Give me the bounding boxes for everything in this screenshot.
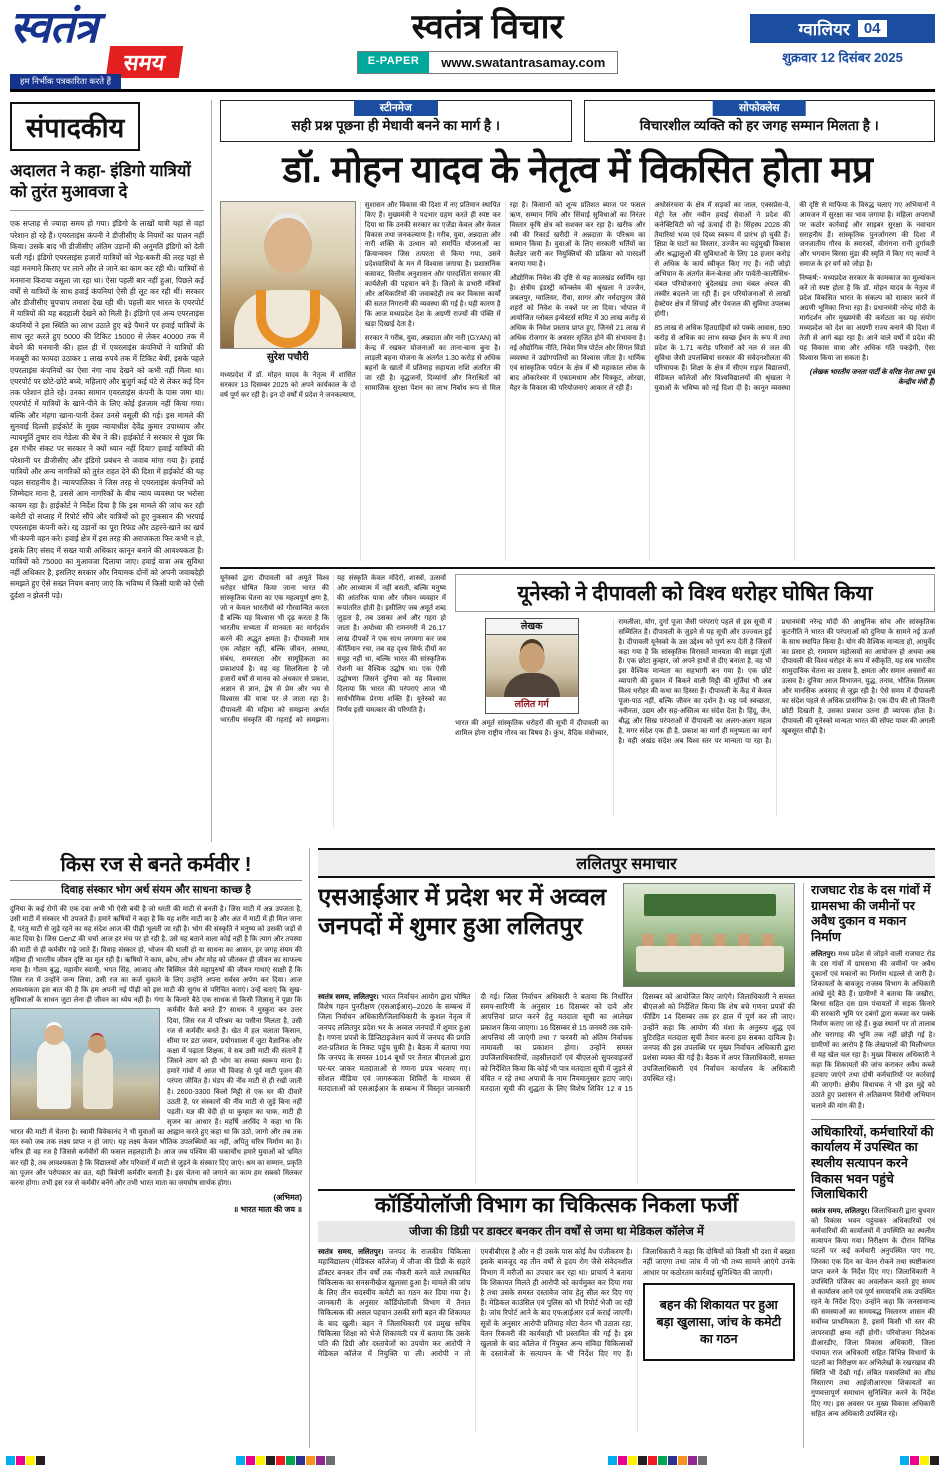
lead-paragraph: निष्कर्ष:- मध्यप्रदेश सरकार के कामकाज का मूल्यांकन करें तो स्पष्ट होता है कि डॉ. मोहन यादव के नेतृत्व में प्रदेश विकसित भारत के संकल्प को साकार करने में अग्रणी भूमिका निभा रहा है। प्रधानमंत्री नरेन्द्र मोदी के मार्गदर्शन और मुख्यमंत्री की कर्मठता का यह संयोग मध्यप्रदेश को देश का अग्रणी राज्य बनाने की दिशा में तेजी से आगे बढ़ा रहा है। आने वाले वर्षों में प्रदेश की यह विकास यात्रा और अधिक गति पकड़ेगी, ऐसा विश्वास किया जा सकता है।	[799, 275, 935, 362]
color-swatch	[26, 1456, 35, 1465]
quote-box	[220, 100, 572, 142]
color-swatch	[326, 1456, 335, 1465]
cardio-article	[318, 1189, 795, 1433]
logo-text-bottom: समय	[106, 46, 183, 78]
color-swatch	[658, 1456, 667, 1465]
edition-bar	[750, 14, 935, 43]
lead-article-body	[220, 201, 935, 561]
sir-body	[318, 992, 795, 1184]
lalitpur-main-column	[318, 883, 795, 1448]
lalitpur-section-title: ललितपुर समाचार	[318, 848, 935, 878]
karmveer-sign-line1: (अभिमत)	[273, 1192, 302, 1202]
quote-text: विचारशील व्यक्ति को हर जगह सम्मान मिलता है ।	[639, 118, 879, 133]
karmveer-photo	[10, 1008, 160, 1120]
print-registration-marks	[608, 1456, 707, 1465]
color-swatch	[36, 1456, 45, 1465]
unesco-body	[455, 618, 935, 816]
sir-article-top	[318, 883, 795, 987]
sidebar-article-headline: राजघाट रोड के दस गांवों में ग्रामसभा की जमीनों पर अवैध दुकान व मकान निर्माण	[811, 883, 931, 944]
sir-meeting-photo	[623, 883, 795, 987]
cardio-body-text: जनपद के राजकीय चिकित्सा महाविद्यालय (मेडिकल कॉलेज) में जीजा की डिग्री के सहारे डॉक्टर बनकर तीन वर्षों तक नौकरी करने वाले तथाकथित चिकित्सक का सनसनीखेज खुलासा हुआ है। मामले की जांच के लिए तीन सदस्यीय कमेटी का गठन कर दिया गया है। जानकारी के अनुसार कॉर्डियोलॉजी विभाग में तैनात चिकित्सक की असल पहचान उसकी सगी बहन की शिकायत के बाद खुली। बहन ने जिलाधिकारी एवं प्रमुख सचिव चिकित्सा शिक्षा को भेजे शिकायती पत्र में बताया कि उसके पति की डिग्री और दस्तावेजों का उपयोग कर आरोपी ने मेडिकल कॉलेज में नियुक्ति पा ली। आरोपी न तो एमबीबीएस है और न ही उसके पास कोई वैध पंजीकरण है। इसके बावजूद वह तीन वर्षों से हृदय रोग जैसे संवेदनशील विभाग में मरीजों का उपचार कर रहा था। प्राचार्य ने बताया कि शिकायत मिलते ही आरोपी को कार्यमुक्त कर दिया गया है तथा उसके समस्त दस्तावेज जांच हेतु सील कर दिए गए हैं। मेडिकल काउंसिल एवं पुलिस को भी रिपोर्ट भेजी जा रही है। जांच रिपोर्ट आने के बाद एफआईआर दर्ज कराई जाएगी। सूत्रों के अनुसार आरोपी प्रतिमाह मोटा वेतन भी उठाता रहा, वेतन रिकवरी की कार्यवाही भी प्रस्तावित की गई है। इस खुलासे के बाद कॉलेज में नियुक्त अन्य संविदा चिकित्सकों के दस्तावेजों के सत्यापन के भी निर्देश दिए गए हैं। जिलाधिकारी ने कहा कि दोषियों को किसी भी दशा में बख्शा नहीं जाएगा तथा जांच में जो भी तथ्य सामने आएंगे उनके आधार पर कठोरतम कार्रवाई सुनिश्चित की जाएगी।	[318, 1247, 795, 1359]
color-swatch	[688, 1456, 697, 1465]
color-swatch	[920, 1456, 929, 1465]
sidebar-article-dateline: ललितपुर।	[811, 950, 836, 958]
cardio-dateline: स्वतंत्र समय, ललितपुर।	[318, 1247, 384, 1257]
color-swatch	[900, 1456, 909, 1465]
sidebar-article-text: जिलाधिकारी द्वारा बुधवार को विकास भवन पहुंचकर अधिकारियों एवं कर्मचारियों की कार्यालयों में उपस्थिति का स्थलीय सत्यापन किया गया। निरीक्षण के दौरान विभिन्न पटलों पर कई कर्मचारी अनुपस्थित पाए गए, जिनका एक दिन का वेतन रोकने तथा स्पष्टीकरण प्राप्त करने के निर्देश दिए गए। जिलाधिकारी ने उपस्थिति पंजिका का अवलोकन करते हुए समय से कार्यालय आने एवं पूर्ण समयावधि तक उपस्थित रहने के निर्देश दिए। उन्होंने कहा कि जनसामान्य की समस्याओं का समयबद्ध निस्तारण शासन की सर्वोच्च प्राथमिकता है, इसमें किसी भी स्तर की लापरवाही क्षम्य नहीं होगी। परियोजना निदेशक डीआरडीए, जिला विकास अधिकारी, जिला पंचायत राज अधिकारी सहित विभिन्न विभागों के पटलों का निरीक्षण कर अभिलेखों के रखरखाव की स्थिति भी देखी गई। लंबित पत्रावलियों का शीघ्र निस्तारण तथा आईजीआरएस शिकायतों का गुणवत्तापूर्ण समाधान सुनिश्चित करने के निर्देश दिए गए। इस अवसर पर मुख्य विकास अधिकारी सहित अन्य अधिकारी उपस्थित रहे।	[811, 1207, 935, 1418]
cardio-headline: कॉर्डियोलॉजी विभाग का चिकित्सक निकला फर्जी	[374, 1194, 739, 1217]
editorial-column	[10, 100, 212, 842]
author-label: लेखक	[486, 619, 578, 635]
karmveer-headline: किस रज से बनते कर्मवीर !	[60, 854, 252, 876]
color-swatch	[276, 1456, 285, 1465]
karmveer-signature	[10, 1192, 302, 1215]
sidebar-article-rajghat	[811, 883, 935, 1112]
karmveer-sign-line2: ॥ भारत माता की जय ॥	[233, 1204, 302, 1214]
print-registration-marks	[6, 1456, 45, 1465]
lead-paragraph: सरकार ने गरीब, युवा, अन्नदाता और नारी (GYAN) को केन्द्र में रखकर योजनाओं का ताना-बाना बुना है। लाड़ली बहना योजना के अंतर्गत 1.30 करोड़ से अधिक बहनों के खातों में प्रतिमाह सहायता राशि अंतरित की जा रही है। वृद्धजनों, दिव्यांगों और निराश्रितों को सामाजिक सुरक्षा पेंशन का लाभ निर्बाध रूप से मिल रहा है। किसानों को शून्य प्रतिशत ब्याज पर फसल ऋण, सम्मान निधि और सिंचाई सुविधाओं का निरंतर विस्तार कृषि क्षेत्र को सशक्त कर रहा है। खरीफ और रबी की रिकार्ड खरीदी ने अन्नदाता के परिश्रम का सम्मान किया है। युवाओं के लिए सरकारी भर्तियों का कैलेंडर जारी कर नियुक्तियों की प्रक्रिया को पारदर्शी बनाया गया है।	[364, 201, 646, 392]
quote-text: सही प्रश्न पूछना ही मेधावी बनने का मार्ग है ।	[291, 118, 500, 133]
color-swatch	[698, 1456, 707, 1465]
divider	[811, 1119, 935, 1120]
unesco-body-text: भारत की अमूर्त सांस्कृतिक धरोहरों की सूची में दीपावली का शामिल होना राष्ट्रीय गौरव का विषय है। कुंभ, वैदिक मंत्रोच्चार, रामलीला, योग, दुर्गा पूजा जैसी परंपराएं पहले से इस सूची में सम्मिलित हैं। दीपावली के जुड़ने से यह सूची और उज्ज्वल हुई है। दीपावली यूनेस्को के उस उद्देश्य को पूर्ण रूप देती है जिसमें कहा गया है कि सांस्कृतिक विरासतें मानवता की साझा पूंजी हैं। एक छोटा कुम्हार, जो अपने हाथों से दीए बनाता है, वह भी इस वैश्विक मान्यता का सहभागी बन गया है। एक छोटे व्यापारी की दुकान में बिकने वाली मिट्टी की मूर्तियां भी अब विश्व धरोहर की कथा का हिस्सा हैं। दीपावली के केंद्र में केवल पूजा-पाठ नहीं, बल्कि जीवन का दर्शन है। यह पर्व स्वच्छता, नवीनता, उद्यम और सह-अस्तित्व का संदेश देता है। हिंदू, जैन, बौद्ध और सिख परंपराओं में दीपावली का अलग-अलग महत्व है, मगर संदेश एक ही है, प्रकाश का मार्ग ही मनुष्यता का मार्ग है। यही अखंड संदेश अब विश्व स्तर पर मान्यता पा रहा है। प्रधानमंत्री नरेन्द्र मोदी की आधुनिक सोच और सांस्कृतिक कूटनीति ने भारत की परंपराओं को दुनिया के सामने नई ऊर्जा के साथ स्थापित किया है। योग की वैश्विक मान्यता हो, आयुर्वेद का प्रसार हो, रामायण महोत्सवों का आयोजन हो अथवा अब दीपावली की विश्व धरोहर के रूप में स्वीकृति, यह सब भारतीय सामुदायिक चेतना का उत्सव है, क्षमता और समान अवसरों का उत्सव है। दुनिया आज विभाजन, युद्ध, तनाव, भौतिक तिलस्म और मानसिक अवसाद से जूझ रही है। ऐसे समय में दीपावली का संदेश पहले से अधिक प्रासंगिक है। एक दीप की लौ जितनी छोटी दिखती है, उसका प्रकाश उतना ही व्यापक होता है। दीपावली की यूनेस्को मान्यता भारत की सॉफ्ट पावर की अगली खूबसूरत सीढ़ी है।	[455, 618, 935, 745]
sidebar-article-dateline: स्वतंत्र समय, ललितपुर।	[811, 1207, 870, 1215]
lalitpur-sidebar	[803, 883, 935, 1448]
author-name: ललित गर्ग	[514, 699, 549, 711]
lead-paragraph: 85 लाख से अधिक हितग्राहियों को पक्के आवास, 690 करोड़ से अधिक का लाभ स्वच्छ ईंधन के रूप में तथा प्रदेश के 1.71 करोड़ परिवारों को नल से जल की सुविधा जैसी उपलब्धियां सरकार की संवेदनशीलता की परिचायक हैं। शिक्षा के क्षेत्र में सीएम राइज विद्यालयों, मेडिकल कॉलेजों और विश्वविद्यालयों की श्रृंखला ने युवाओं के भविष्य को नई दिशा दी है। कानून व्यवस्था की दृष्टि से माफिया के विरुद्ध चलाए गए अभियानों ने आमजन में सुरक्षा का भाव जगाया है। महिला अपराधों पर कठोर कार्रवाई और साइबर सुरक्षा के नवाचार सराहनीय हैं। सांस्कृतिक पुनर्जागरण की दिशा में जनजातीय गौरव के स्मारकों, वीरांगना रानी दुर्गावती और भगवान बिरसा मुंडा की स्मृति में किए गए कार्यों ने समाज के हर वर्ग को जोड़ा है।	[654, 201, 935, 392]
edition-date: शुक्रवार 12 दिसंबर 2025	[782, 50, 903, 65]
sir-dateline: स्वतंत्र समय, ललितपुर।	[318, 992, 379, 1001]
photo-placeholder	[83, 1047, 113, 1109]
lead-headline: डॉ. मोहन यादव के नेतृत्व में विकसित होता मप्र	[282, 149, 873, 190]
lalitpur-section	[318, 848, 935, 1448]
website-url[interactable]: www.swatantrasamay.com	[441, 54, 606, 70]
upper-section	[10, 100, 935, 842]
sidebar-article-headline: अधिकारियों, कर्मचारियों की कार्यालय में उपस्थित का स्थलीय सत्यापन करने विकास भवन पहुंचे जिलाधिकारी	[811, 1124, 934, 1202]
site-strip	[357, 51, 619, 74]
quotes-row	[220, 100, 935, 142]
sidebar-article-body	[811, 1207, 935, 1420]
print-registration-marks	[900, 1456, 939, 1465]
sir-body-text: भारत निर्वाचन आयोग द्वारा घोषित विशेष गहन पुनरीक्षण (एसआईआर)–2026 के सम्बन्ध में जिला निर्वाचन अधिकारी/जिलाधिकारी के कुशल नेतृत्व में जनपद ललितपुर प्रदेश भर के अव्वल जनपदों में शुमार हुआ है। गणना प्रपत्रों के डिजिटाइजेशन कार्य में जनपद की प्रगति शत-प्रतिशत के निकट पहुंच चुकी है। बैठक में बताया गया कि जनपद के समस्त 1014 बूथों पर तैनात बीएलओ द्वारा घर-घर जाकर मतदाताओं से गणना प्रपत्र भरवाए गए। सोशल मीडिया एवं जागरूकता शिविरों के माध्यम से मतदाताओं को एसआईआर के सम्बन्ध में विस्तृत जानकारी दी गई। जिला निर्वाचन अधिकारी ने बताया कि निर्धारित समय-सारिणी के अनुसार 16 दिसम्बर को दावे और आपत्तियां प्राप्त करने हेतु मतदाता सूची का आलेख्य प्रकाशन किया जाएगा। 16 दिसम्बर से 15 जनवरी तक दावे-आपत्तियां ली जाएंगी तथा 7 फरवरी को अंतिम निर्वाचक नामावली का प्रकाशन होगा। उन्होंने समस्त उपजिलाधिकारियों, तहसीलदारों एवं बीएलओ सुपरवाइजरों को निर्देशित किया कि कोई भी पात्र मतदाता सूची में जुड़ने से वंचित न रहे तथा अपात्रों के नाम नियमानुसार हटाए जाएं। मतदाता सूची की शुद्धता के लिए विशेष शिविर 12 व 15 दिसम्बर को आयोजित किए जाएंगे। जिलाधिकारी ने समस्त बीएलओ को निर्देशित किया कि शेष बचे गणना प्रपत्रों की फीडिंग 14 दिसम्बर तक हर हाल में पूर्ण कर ली जाए। उन्होंने कहा कि आयोग की मंशा के अनुरूप शुद्ध एवं त्रुटिरहित मतदाता सूची तैयार करना हम सबका दायित्व है। जनपद की इस उपलब्धि पर मुख्य निर्वाचन अधिकारी द्वारा प्रशंसा व्यक्त की गई है। बैठक में अपर जिलाधिकारी, समस्त उपजिलाधिकारी एवं निर्वाचन कार्यालय के अधिकारी उपस्थित रहे।	[318, 992, 795, 1093]
color-swatch	[910, 1456, 919, 1465]
color-swatch	[306, 1456, 315, 1465]
color-swatch	[236, 1456, 245, 1465]
color-swatch	[930, 1456, 939, 1465]
main-region	[220, 100, 935, 842]
editorial-body: एक सप्ताह से ज्यादा समय हो गया। इंडिगो के लाखों यात्री यहां से वहां परेशान हो रहे हैं। एयरलाइंस कंपनी ने डीजीसीए के नियमों का पालन नहीं किया। उसके बाद भी डीजीसीए अंतिम उड़ानों की अनुमति इंडिगो को देती चली गई। इंडिगो एयरलाइंस हजारों यात्रियों को भेड़-बकरी की तरह यहां से वहां मनमाने किराए पर लाने और ले जाने का काम कर रही थी। यात्रियों से मनमाना किराया वसूला जा रहा था। ऐसा पहली बार नहीं हुआ, पिछले कई वर्षों से यात्रियों के साथ हवाई कंपनियां ऐसी ही लूट कर रही थीं। सरकार और डीजीसीए चुपचाप तमाशा देख रही थी। पहली बार भारत के एयरपोर्ट में यात्रियों की यह बदहाली देखने को मिली है। इंडिगो एवं अन्य एयरलाइंस कंपनियों ने इस स्थिति का लाभ उठाते हुए बड़े पैमाने पर हवाई यात्रियों के साथ लूट करते हुए 5000 की टिकिट 15000 से लेकर 40000 तक में बेचने की मनमानी की। हाल ही में एयरलाइंस कंपनियों ने यात्रियों की मजबूरी का फायदा उठाकर 1 लाख रुपये तक में टिकिट बेचीं, इसके पहले एयरलाइंस कंपनियों का ऐसा नंगा नाच देखने को कभी नहीं मिला था। एयरपोर्ट पर छोटे-छोटे बच्चे, महिलाएं और बुजुर्ग कई घंटे से लेकर कई दिन तक परेशान होते रहे। उनका सामान एयरलाइंस कंपनी के पास जमा था। एयरपोर्ट में यात्रियों के खाने-पीने के लिए कोई इंतजाम नहीं किया गया। बल्कि और मंहगा खाना-पानी देकर उनसे वसूली की गई। इस मामले की सुनवाई दिल्ली हाईकोर्ट के मुख्य न्यायाधीश देवेंद्र कुमार उपाध्याय और न्यायमूर्ति तुषार राव गेडेला की बेंच ने की। हाईकोर्ट ने सरकार से पूछा कि इस गंभीर संकट पर सरकार ने क्यों ध्यान नहीं दिया? हवाई यात्रियों की परेशानी पर डीजीसीए और इंडिगो प्रबंधन से जवाब मांगा गया है। हवाई यात्रियों और अन्य नागरिकों को तुरंत राहत देने की दिशा में हाईकोर्ट की यह पहल सराहनीय है। न्यायपालिका ने जिस तरह से एयरलाइंस कंपनियों को जिम्मेदार माना है, उससे आम नागरिकों के बीच न्याय व्यवस्था पर भरोसा कायम रहा है। हाईकोर्ट ने निर्देश दिया है कि इस मामले की जांच कर रही कमेटी दो सप्ताह में रिपोर्ट सौंपे और यात्रियों को हुए नुकसान की भरपाई एयरलाइंस कंपनी करे। रद्द उड़ानों का पूरा रिफंड और ठहरने-खाने का खर्च भी कंपनी वहन करे। हवाई क्षेत्र में इस तरह की अराजकता फिर कभी न हो, इसके लिए संसद में सख्त यात्री अधिकार कानून बनाने की आवश्यकता है। यात्रियों को 75000 का मुआवजा दिलाया जाए। हवाई यात्रा अब सुविधा नहीं अधिकार है, इसलिए सरकार और नियामक दोनों को अपनी जवाबदेही समझते हुए ऐसे सख्त नियम बनाए जाएं कि भविष्य में किसी यात्री को ऐसी दुर्दशा न झेलनी पड़े।	[10, 219, 204, 600]
editorial-headline: अदालत ने कहा- इंडिगो यात्रियों को तुरंत मुआवजा दे	[10, 161, 204, 211]
color-swatch	[296, 1456, 305, 1465]
cardio-body	[318, 1247, 795, 1433]
color-swatch	[648, 1456, 657, 1465]
author-photo	[486, 635, 578, 697]
color-swatch	[246, 1456, 255, 1465]
cardio-subheadline: जीजा की डिग्री पर डाक्टर बनकर तीन वर्षों से जमा था मेडिकल कॉलेज में	[318, 1221, 795, 1242]
lower-section	[10, 848, 935, 1448]
color-swatch	[316, 1456, 325, 1465]
sidebar-article-dm-inspection	[811, 1125, 935, 1420]
photo-placeholder	[37, 1039, 71, 1109]
page-number: 04	[858, 20, 887, 37]
color-swatch	[608, 1456, 617, 1465]
lalitpur-grid	[318, 883, 935, 1448]
color-swatch	[286, 1456, 295, 1465]
karmveer-subheadline: दिवाह संस्कार भोग अर्थ संयम और साधना काच्छ है	[10, 880, 302, 900]
lead-paragraph: औद्योगिक निवेश की दृष्टि से यह कालखंड स्वर्णिम रहा है। क्षेत्रीय इंडस्ट्री कॉन्क्लेव की श्रृंखला ने उज्जैन, जबलपुर, ग्वालियर, रीवा, सागर और नर्मदापुरम जैसे शहरों को निवेश के नक्शे पर ला दिया। भोपाल में आयोजित ग्लोबल इन्वेस्टर्स समिट में 30 लाख करोड़ से अधिक के निवेश प्रस्ताव प्राप्त हुए, जिनसे 21 लाख से अधिक रोजगार के अवसर सृजित होने की संभावना है। नई औद्योगिक नीति, निवेश मित्र पोर्टल और सिंगल विंडो व्यवस्था ने उद्योगपतियों का विश्वास जीता है। धार्मिक एवं सांस्कृतिक पर्यटन के क्षेत्र में श्री महाकाल लोक के बाद ओंकारेश्वर में एकात्मधाम और चित्रकूट, ओरछा, मैहर के विकास की परियोजनाएं आकार ले रही हैं।	[509, 275, 646, 392]
photo-placeholder	[636, 946, 784, 972]
quote-author: सोफोक्लेस	[713, 100, 806, 116]
photo-placeholder	[504, 673, 560, 697]
editorial-section-title: संपादकीय	[10, 102, 140, 151]
color-swatch	[6, 1456, 15, 1465]
masthead	[10, 3, 935, 92]
photo-placeholder	[644, 894, 776, 916]
color-swatch	[668, 1456, 677, 1465]
quote-box	[584, 100, 936, 142]
unesco-right	[455, 574, 935, 829]
lead-author-photo	[220, 201, 356, 349]
karmveer-article	[10, 848, 310, 1448]
color-swatch	[256, 1456, 265, 1465]
photo-placeholder	[519, 643, 545, 673]
color-swatch	[266, 1456, 275, 1465]
sidebar-article-text: मध्य प्रदेश से जोड़ने वाली राजघाट रोड के दस गांवों में ग्रामसभा की जमीनों पर अवैध दुकानों एवं मकानों का निर्माण धड़ल्ले से जारी है। शिकायतों के बावजूद राजस्व विभाग के अधिकारी आंखें मूंदे बैठे हैं। ग्रामीणों ने बताया कि जखौरा, बिरधा सहित दस ग्राम पंचायतों में सड़क किनारे की सरकारी भूमि पर दबंगों द्वारा कब्जा कर पक्के निर्माण कराए जा रहे हैं। कुछ स्थानों पर तो तालाब और चरागाह की भूमि तक नहीं छोड़ी गई है। ग्रामीणों का आरोप है कि लेखपालों की मिलीभगत से यह खेल चल रहा है। मुख्य विकास अधिकारी ने कहा कि शिकायतों की जांच कराकर अवैध कब्जे हटवाए जाएंगे तथा दोषी कर्मचारियों पर कार्रवाई की जाएगी। क्षेत्रीय विधायक ने भी इस मुद्दे को उठाते हुए प्रशासन से अतिक्रमण विरोधी अभियान चलाने की मांग की है।	[811, 950, 935, 1110]
sir-headline: एसआईआर में प्रदेश भर में अव्वल जनपदों में शुमार हुआ ललितपुर	[318, 884, 607, 941]
color-swatch	[618, 1456, 627, 1465]
color-swatch	[678, 1456, 687, 1465]
quote-author: स्टीनमेज	[354, 100, 438, 116]
color-swatch	[16, 1456, 25, 1465]
lead-attribution: (लेखक भारतीय जनता पार्टी के वरिष्ठ नेता तथा पूर्व केन्द्रीय मंत्री हैं)	[809, 368, 935, 386]
lead-paragraph: मध्यप्रदेश में डॉ. मोहन यादव के नेतृत्व में शासित सरकार 13 दिसम्बर 2025 को अपने कार्यकाल के दो वर्ष पूर्ण कर रही है। इन दो वर्षों में प्रदेश ने जनकल्याण, सुशासन और विकास की दिशा में नए प्रतिमान स्थापित किए हैं। मुख्यमंत्री ने पदभार ग्रहण करते ही स्पष्ट कर दिया था कि उनकी सरकार का एजेंडा केवल और केवल विकास तथा जनकल्याण है। गरीब, युवा, अन्नदाता और नारी शक्ति के उत्थान को समर्पित योजनाओं का क्रियान्वयन जिस तत्परता से किया गया, उसने प्रदेशवासियों के मन में विश्वास जगाया है। प्रशासनिक कसावट, वित्तीय अनुशासन और पारदर्शिता सरकार की कार्यशैली की पहचान बने हैं। जिलों के प्रभारी मंत्रियों और अधिकारियों की जवाबदेही तय कर विकास कार्यों की सतत निगरानी की व्यवस्था की गई है। यही कारण है कि आज मध्यप्रदेश देश के अग्रणी राज्यों की पंक्ति में खड़ा दिखाई देता है।	[220, 201, 501, 399]
color-swatch	[628, 1456, 637, 1465]
unesco-headline: यूनेस्को ने दीपावली को विश्व धरोहर घोषित किया	[455, 574, 935, 612]
unesco-article	[220, 567, 935, 829]
epaper-badge[interactable]: E-PAPER	[358, 52, 430, 73]
author-box	[485, 618, 579, 714]
karmveer-body	[10, 905, 302, 1215]
karmveer-text-part1: दुनिया के कई रोगों की एक दवा अभी भी ऐसी बची है जो धरती की माटी से बनती है। जिस माटी में अन्न उपजता है, उसी माटी में संस्कार भी उपजते हैं। हमारे ऋषियों ने कहा है कि यह शरीर माटी का है और अंत में माटी में ही मिल जाना है, परंतु माटी से जुड़े रहने का यह संदेश आज की पीढ़ी भूलती जा रही है। भोग की संस्कृति ने मनुष्य को उसकी जड़ों से काट दिया है। जिस GenZ की चर्चा आज हर मंच पर हो रही है, उसे यह बताने वाला कोई नहीं है कि त्याग और तपस्या की माटी से ही कर्मवीर गढ़े जाते हैं। विवाह संस्कार हो, भोजन की थाली हो या साधना का आसन, हर जगह संयम की महिमा ही भारतीय जीवन दृष्टि का मूल रही है। ऋषियों ने काम, क्रोध, लोभ और मोह को जीतकर ही जीवन का साफल्य माना है। गौतम बुद्ध, महावीर स्वामी, भगत सिंह, आजाद और बिस्मिल जैसे महापुरुषों की जीवन गाथाएं साक्षी हैं कि जिस रज में उन्होंने जन्म लिया, उसी रज का कर्ज चुकाने के लिए उन्होंने अपना सर्वस्व अर्पण कर दिया। आज आवश्यकता इस बात की है कि हम अपनी नई पीढ़ी को इस माटी की सुगंध से परिचित कराएं। उन्हें बताएं कि सुख-सुविधाओं के साधन जुटा लेना ही जीवन का ध्येय नहीं है।	[10, 906, 302, 1005]
lead-photo-caption: सुरेश पचौरी	[267, 351, 309, 363]
paper-title: स्वतंत्र विचार	[411, 8, 564, 46]
color-swatch	[638, 1456, 647, 1465]
lead-photo-block	[220, 201, 356, 367]
masthead-center	[323, 6, 653, 74]
cardio-highlight-box: बहन की शिकायत पर हुआ बड़ा खुलासा, जांच के कमेटी का गठन	[643, 1283, 795, 1362]
logo-tagline: हम निर्भीक पत्रकारिता करते हैं	[10, 74, 121, 89]
photo-placeholder	[264, 218, 312, 274]
edition-block	[750, 6, 935, 66]
karmveer-text-part2: गंगा के किनारे बैठे एक साधक से किसी जिज्ञासु ने पूछा कि कर्मवीर कैसे बनते हैं? साधक ने मुस्कुरा कर उत्तर दिया, जिस रज में परिश्रम का पसीना मिलता है, उसी रज से कर्मवीर बनते हैं। खेत में हल चलाता किसान, सीमा पर डटा जवान, प्रयोगशाला में जुटा वैज्ञानिक और कक्षा में पढ़ाता शिक्षक, ये सब उसी माटी की संतानें हैं जिसने त्याग को ही भोग का सच्चा स्वरूप माना है। हमारे गांवों में आज भी विवाह से पूर्व माटी पूजन की परंपरा जीवित है। मंडप की नींव माटी से ही रखी जाती है। 2600-3300 किलो मिट्टी से एक घर की दीवारें उठती हैं, पर संस्कारों की नींव माटी से जुड़े बिना नहीं पड़ती। यज्ञ की वेदी हो या कुम्हार का चाक, माटी ही सृजन का आधार है। महर्षि अरविंद ने कहा था कि भारत की माटी में चेतना है। स्वामी विवेकानंद ने भी युवाओं का आह्वान करते हुए कहा था कि उठो, जागो और तब तक मत रुको जब तक लक्ष्य प्राप्त न हो जाए। यह लक्ष्य केवल भौतिक उपलब्धियों का नहीं, अपितु चरित्र निर्माण का है। चरित्र ही वह रज है जिससे कर्मवीरों की फसल लहलहाती है। आज जब पश्चिम की चकाचौंध हमारे युवाओं को भ्रमित कर रही है, तब आवश्यकता है कि विद्यालयों और परिवारों में माटी से जुड़ने के संस्कार दिए जाएं। श्रम का सम्मान, प्रकृति का पूजन और परोपकार का व्रत, यही त्रिवेणी कर्मवीर बनाती है। इस चेतना को जगाने का काम हम सबको मिलकर करना होगा। तभी इस रज से कर्मवीर बनेंगे और तभी भारत माता का जयघोष सार्थक होगा।	[10, 997, 302, 1187]
logo-text-top: स्वतंत्र	[10, 3, 97, 52]
print-registration-marks	[236, 1456, 335, 1465]
photo-placeholder	[642, 934, 778, 946]
edition-name: ग्वालियर	[798, 20, 850, 39]
unesco-intro-text: यूनेस्को द्वारा दीपावली को अमूर्त विश्व धरोहर घोषित किया जाना भारत की सांस्कृतिक चेतना का एक महत्वपूर्ण क्षण है, जो न केवल भारतीयों को गौरवान्वित करता है बल्कि यह विश्वास भी दृढ़ करता है कि भारतीय सभ्यता में मानवता का मार्गदर्शन करने की अद्भुत क्षमता है। दीपावली मात्र एक त्योहार नहीं, बल्कि जीवन, आस्था, संबंध, समरसता और सामूहिकता का प्रकाशपर्व है। यह वह सिलसिला है जो हजारों वर्षों से मानव को अंधकार से प्रकाश, अज्ञान से ज्ञान, द्वेष से प्रेम और भय से विश्वास की यात्रा पर ले जाता रहा है। दीपावली की महिमा को समझना अर्थात भारतीय संस्कृति की गहराई को समझना। यह संस्कृति केवल मंदिरों, शास्त्रों, उत्सवों और आध्यात्म में नहीं बसती, बल्कि मनुष्य की आंतरिक यात्रा और जीवन व्यवहार में रूपांतरित होती है। इसीलिए जब अमूर्त शब्द जुड़ता है, तब उसका अर्थ और गहरा हो जाता है। अयोध्या की रामनगरी में 26.17 लाख दीपकों ने एक साथ जगमगा कर जब कीर्तिमान रचा, तब वह दृश्य सिर्फ दीयों का समूह नहीं था, बल्कि भारत की सांस्कृतिक रोशनी का वैश्विक उद्घोष था। एक ऐसी उद्घोषणा जिसने दुनिया को यह विश्वास दिलाया कि भारत की परंपराएं आज भी सार्वभौमिक प्रेरणा शक्ति हैं। यूनेस्को का निर्णय इसी चमत्कार की परिणति है।	[220, 574, 446, 724]
masthead-logo	[10, 3, 225, 86]
sidebar-article-body	[811, 950, 935, 1112]
lead-paragraph: अधोसंरचना के क्षेत्र में सड़कों का जाल, एक्सप्रेस-वे, मेट्रो रेल और नवीन हवाई सेवाओं ने प्रदेश की कनेक्टिविटी को नई ऊंचाई दी है। सिंहस्थ 2028 की तैयारियां भव्य एवं दिव्य स्वरूप में प्रारंभ हो चुकी हैं। क्षिप्रा के घाटों का विस्तार, उज्जैन का चहुंमुखी विकास और श्रद्धालुओं की सुविधाओं के लिए 18 हजार करोड़ से अधिक के कार्य स्वीकृत किए गए हैं। नदी जोड़ो अभियान के अंतर्गत केन-बेतवा और पार्वती-कालीसिंध-चंबल परियोजनाएं बुंदेलखंड तथा चंबल अंचल की तस्वीर बदलने जा रही हैं। इन परियोजनाओं से लाखों हेक्टेयर क्षेत्र में सिंचाई और पेयजल की सुविधा उपलब्ध होगी।	[654, 201, 791, 318]
